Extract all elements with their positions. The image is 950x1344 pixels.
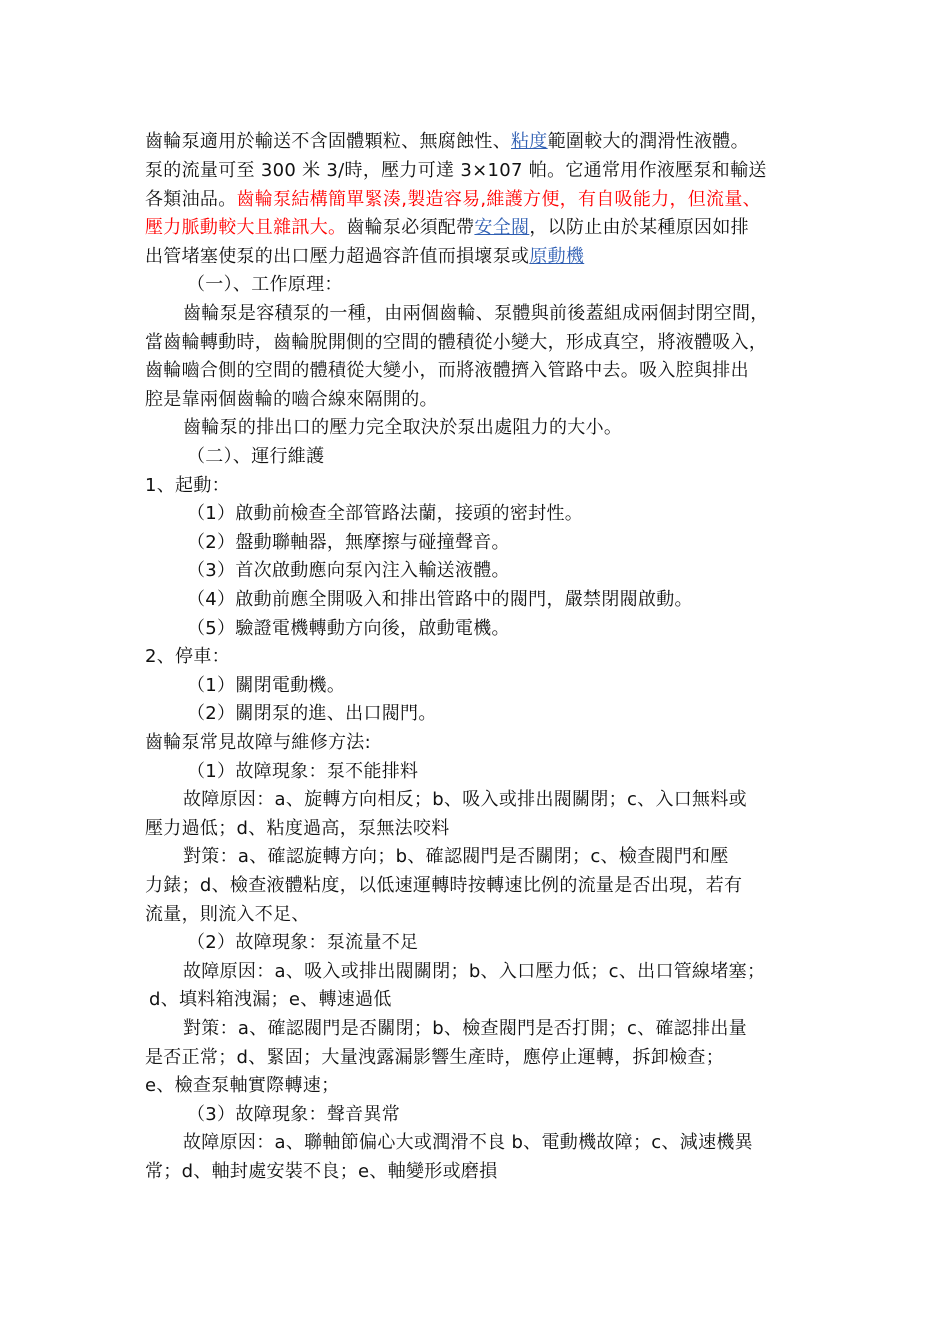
section-heading: （二）、運行維護 <box>187 446 325 467</box>
paragraph-line: 對策：a、確認旋轉方向；b、確認閥門是否關閉；c、檢查閥門和壓 <box>183 846 729 867</box>
list-item: （2）盤動聯軸器，無摩擦与碰撞聲音。 <box>187 532 510 553</box>
highlighted-text: 壓力脈動較大且雜訊大。 <box>145 217 347 238</box>
section-heading: 齒輪泵常見故障与維修方法: <box>145 732 371 753</box>
paragraph-line: 壓力過低；d、粘度過高，泵無法咬料 <box>145 818 450 839</box>
paragraph-line <box>145 186 761 214</box>
list-item: （2）關閉泵的進、出口閥門。 <box>187 703 437 724</box>
paragraph-line: e、檢查泵軸實際轉速； <box>145 1075 340 1096</box>
list-item: （3）首次啟動應向泵內注入輸送液體。 <box>187 560 510 581</box>
list-item: （5）驗證電機轉動方向後，啟動電機。 <box>187 618 510 639</box>
fault-item: （2）故障現象：泵流量不足 <box>187 932 419 953</box>
text-run: 出管堵塞使泵的出口壓力超過容許值而損壞泵或 <box>145 246 530 267</box>
text-run: 齒輪泵適用於輸送不含固體顆粒、無腐蝕性、 <box>145 131 511 152</box>
paragraph-line: 故障原因：a、聯軸節偏心大或潤滑不良 b、電動機故障；c、減速機異 <box>183 1132 753 1153</box>
paragraph-line: 齒輪泵的排出口的壓力完全取決於泵出處阻力的大小。 <box>183 417 623 438</box>
paragraph-line <box>145 128 749 156</box>
paragraph-line: 流量，則流入不足、 <box>145 904 310 925</box>
list-item: （1）啟動前檢查全部管路法蘭，接頭的密封性。 <box>187 503 584 524</box>
highlighted-text: 齒輪泵結構簡單緊湊,製造容易,維護方便，有自吸能力，但流量、 <box>236 189 761 210</box>
text-run: 各類油品。 <box>145 189 237 210</box>
paragraph-line: 齒輪泵是容積泵的一種，由兩個齒輪、泵體與前後蓋組成兩個封閉空間， <box>183 303 769 324</box>
paragraph-line: d、填料箱洩漏；e、轉速過低 <box>149 989 392 1010</box>
section-heading: （一）、工作原理： <box>187 274 343 295</box>
text-run: 範圍較大的潤滑性液體。 <box>547 131 749 152</box>
viscosity-link[interactable]: 粘度 <box>511 131 548 152</box>
paragraph-line <box>145 214 749 242</box>
paragraph-line: 當齒輪轉動時，齒輪脫開側的空間的體積從小變大，形成真空，將液體吸入， <box>145 332 768 353</box>
paragraph-line: 泵的流量可至 300 米 3/時，壓力可達 3×107 帕。它通常用作液壓泵和輸送 <box>145 160 767 181</box>
fault-item: （3）故障現象：聲音異常 <box>187 1104 401 1125</box>
paragraph-line: 腔是靠兩個齒輪的嚙合線來隔開的。 <box>145 389 438 410</box>
text-run: ，以防止由於某種原因如排 <box>529 217 749 238</box>
paragraph-line: 力錶；d、檢查液體粘度，以低速運轉時按轉速比例的流量是否出現，若有 <box>145 875 743 896</box>
paragraph-line <box>145 243 584 271</box>
list-item: （4）啟動前應全開吸入和排出管路中的閥門，嚴禁閉閥啟動。 <box>187 589 693 610</box>
paragraph-line: 對策：a、確認閥門是否關閉；b、檢查閥門是否打開；c、確認排出量 <box>183 1018 747 1039</box>
paragraph-line: 常；d、軸封處安裝不良；e、軸變形或磨損 <box>145 1161 498 1182</box>
prime-mover-link[interactable]: 原動機 <box>529 246 585 267</box>
list-heading: 2、停車： <box>145 646 230 667</box>
paragraph-line: 是否正常；d、緊固；大量洩露漏影響生產時，應停止運轉，拆卸檢查； <box>145 1047 725 1068</box>
fault-item: （1）故障現象：泵不能排料 <box>187 761 419 782</box>
paragraph-line: 故障原因：a、吸入或排出閥關閉；b、入口壓力低；c、出口管線堵塞； <box>183 961 766 982</box>
paragraph-line: 故障原因：a、旋轉方向相反；b、吸入或排出閥關閉；c、入口無料或 <box>183 789 747 810</box>
list-item: （1）關閉電動機。 <box>187 675 346 696</box>
text-run: 齒輪泵必須配帶 <box>346 217 475 238</box>
paragraph-line: 齒輪嚙合側的空間的體積從大變小，而將液體擠入管路中去。吸入腔與排出 <box>145 360 749 381</box>
list-heading: 1、起動： <box>145 475 230 496</box>
safety-valve-link[interactable]: 安全閥 <box>474 217 530 238</box>
